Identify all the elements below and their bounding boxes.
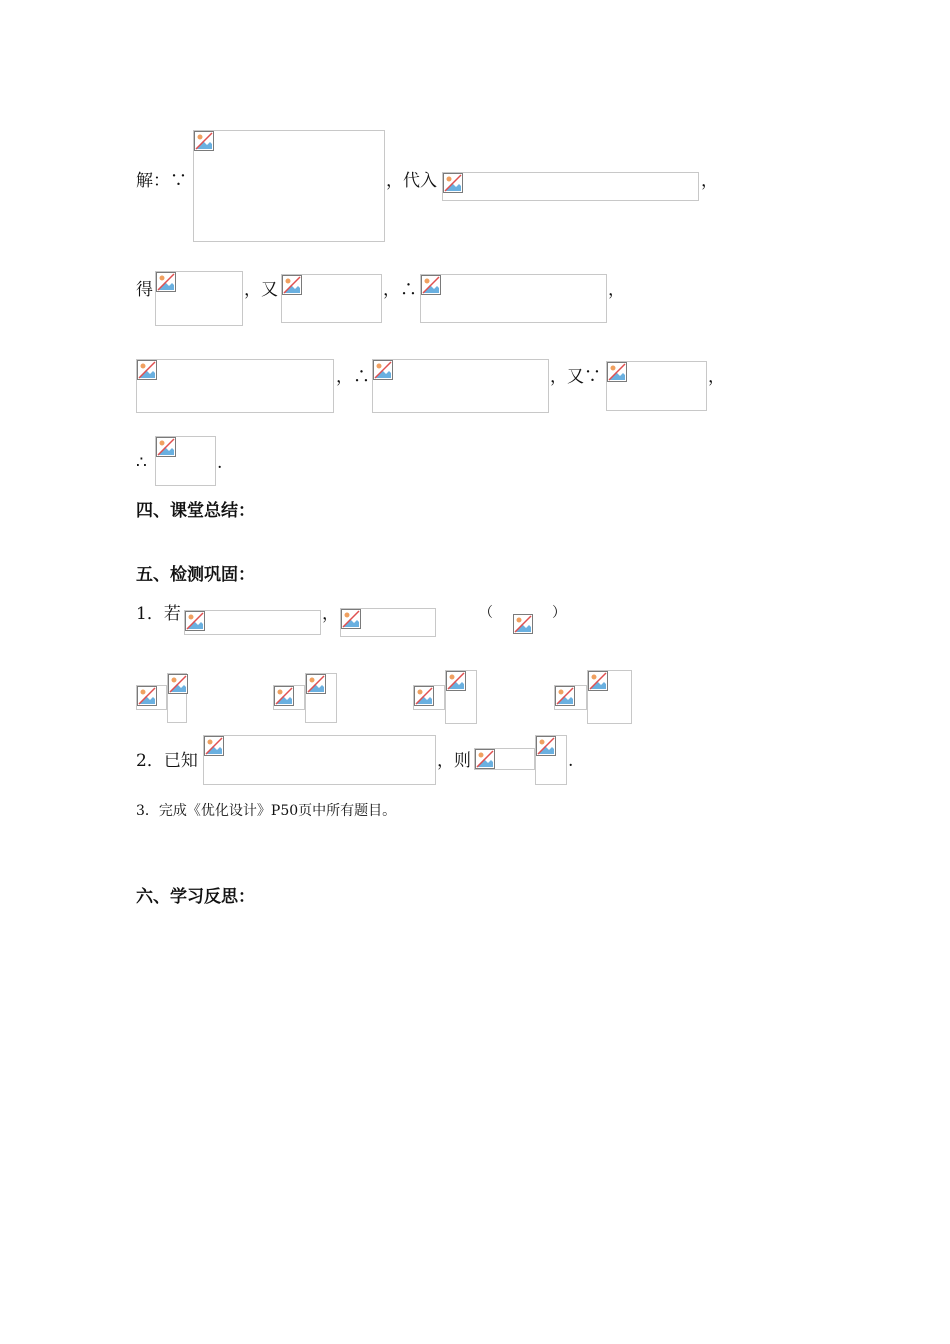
broken-image-icon — [373, 360, 393, 380]
period: . — [568, 751, 574, 771]
broken-image-icon — [443, 173, 463, 193]
broken-image-icon — [156, 272, 176, 292]
answer-paren-close: ） — [552, 605, 566, 621]
broken-image-icon — [513, 614, 533, 634]
solution-therefore-comma: ，∴ — [383, 280, 417, 300]
solution-de: 得 — [136, 280, 153, 300]
broken-image-icon — [306, 674, 326, 694]
broken-image-icon — [341, 609, 361, 629]
formula-image — [474, 748, 535, 770]
option-b-formula — [305, 673, 337, 723]
comma: ， — [322, 604, 339, 624]
period: . — [217, 453, 223, 473]
solution-dairu: ，代入 — [386, 171, 437, 191]
option-b-image — [273, 685, 305, 710]
option-d-formula — [587, 670, 632, 724]
broken-image-icon — [185, 611, 205, 631]
formula-image — [442, 172, 699, 201]
formula-image — [535, 735, 567, 785]
broken-image-icon — [137, 686, 157, 706]
broken-image-icon — [137, 360, 157, 380]
broken-image-icon — [536, 736, 556, 756]
solution-you-because: ，又∵ — [550, 367, 601, 387]
broken-image-icon — [168, 674, 188, 694]
section-heading-reflection: 六、学习反思： — [136, 887, 255, 907]
solution-therefore-comma: ，∴ — [336, 367, 370, 387]
section-heading-exercise: 五、检测巩固： — [136, 565, 255, 585]
formula-image — [155, 436, 216, 486]
broken-image-icon — [475, 749, 495, 769]
solution-you: ，又 — [244, 280, 278, 300]
formula-image — [340, 608, 436, 637]
broken-image-icon — [421, 275, 441, 295]
comma: ， — [701, 171, 718, 191]
formula-image — [136, 359, 334, 413]
formula-image — [281, 274, 382, 323]
comma: ， — [608, 280, 625, 300]
broken-image-icon — [607, 362, 627, 382]
option-d-image — [554, 685, 587, 710]
formula-image — [420, 274, 607, 323]
answer-paren-open: （ — [479, 605, 493, 621]
solution-therefore: ∴ — [136, 453, 147, 473]
formula-image — [193, 130, 385, 242]
formula-image — [203, 735, 436, 785]
broken-image-icon — [414, 686, 434, 706]
formula-image — [184, 610, 321, 635]
broken-image-icon — [282, 275, 302, 295]
option-c-formula — [445, 670, 477, 724]
q3-text: 3．完成《优化设计》P50页中所有题目。 — [136, 803, 397, 819]
q1-label: 1．若 — [136, 604, 181, 624]
section-heading-summary: 四、课堂总结： — [136, 501, 255, 521]
formula-image — [155, 271, 243, 326]
comma: ， — [708, 367, 725, 387]
answer-blank-image — [513, 614, 533, 634]
q2-label: 2．已知 — [136, 751, 198, 771]
solution-jie: 解：∵ — [136, 171, 187, 191]
option-a-formula — [167, 673, 187, 723]
broken-image-icon — [274, 686, 294, 706]
broken-image-icon — [194, 131, 214, 151]
formula-image — [372, 359, 549, 413]
broken-image-icon — [204, 736, 224, 756]
formula-image — [606, 361, 707, 411]
broken-image-icon — [446, 671, 466, 691]
broken-image-icon — [555, 686, 575, 706]
option-c-image — [413, 685, 445, 710]
q2-ze: ，则 — [437, 751, 471, 771]
option-a-image — [136, 685, 167, 710]
broken-image-icon — [588, 671, 608, 691]
broken-image-icon — [156, 437, 176, 457]
